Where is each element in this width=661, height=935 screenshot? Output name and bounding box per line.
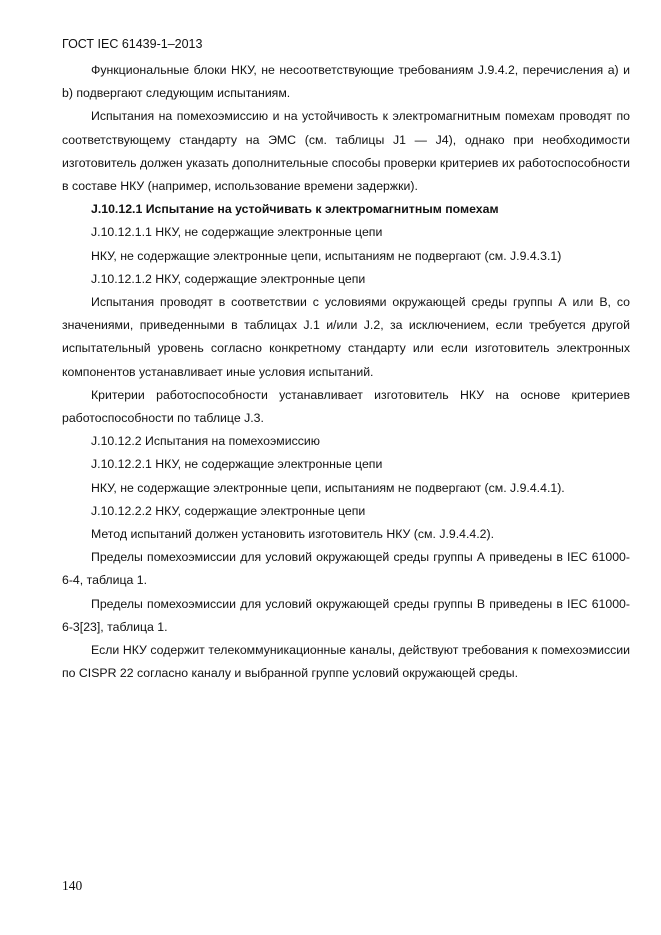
- subsection-heading: J.10.12.1.1 НКУ, не содержащие электронные цепи: [91, 225, 383, 240]
- page-number: 140: [62, 878, 83, 893]
- paragraph: Пределы помехоэмиссии для условий окружающей среды группы А приведены в IEC 61000-6-4, таблица 1.: [62, 550, 630, 588]
- subsection-heading: J.10.12.1.2 НКУ, содержащие электронные цепи: [91, 271, 366, 286]
- subsection-heading: J.10.12.2.1 НКУ, не содержащие электронные цепи: [91, 457, 383, 472]
- paragraph: Функциональные блоки НКУ, не несоответствующие требованиям J.9.4.2, перечисления а) и b) подвергают следующим испытаниям.: [62, 63, 630, 101]
- paragraph: НКУ, не содержащие электронные цепи, испытаниям не подвергают (см. J.9.4.4.1).: [91, 480, 565, 495]
- paragraph: Пределы помехоэмиссии для условий окружающей среды группы В приведены в IEC 61000-6-3[23], таблица 1.: [62, 596, 630, 634]
- subsection-heading: J.10.12.2 Испытания на помехоэмиссию: [91, 434, 320, 449]
- document-header: ГОСТ IEC 61439-1–2013: [62, 37, 203, 51]
- document-body: [62, 59, 630, 685]
- paragraph: НКУ, не содержащие электронные цепи, испытаниям не подвергают (см. J.9.4.3.1): [91, 248, 562, 263]
- paragraph: Метод испытаний должен установить изготовитель НКУ (см. J.9.4.4.2).: [91, 527, 494, 542]
- paragraph: Если НКУ содержит телекоммуникационные каналы, действуют требования к помехоэмиссии по CISPR 22 согласно каналу и выбранной группе условий окружающей среды.: [62, 643, 630, 681]
- paragraph: Испытания на помехоэмиссию и на устойчивость к электромагнитным помехам проводят по соответствующему стандарту на ЭМС (см. таблицы J1 — J4), однако при необходимости изготовитель должен указать дополнительные способы проверки критериев их работоспособности в составе НКУ (например, использование времени задержки).: [62, 109, 630, 194]
- paragraph: Испытания проводят в соответствии с условиями окружающей среды группы А или В, со значениями, приведенными в таблицах J.1 и/или J.2, за исключением, если требуется другой испытательный уровень согласно конкретному стандарту или если изготовитель электронных компонентов устанавливает иные условия испытаний.: [62, 295, 630, 379]
- section-heading: J.10.12.1 Испытание на устойчивать к электромагнитным помехам: [91, 202, 499, 217]
- paragraph: Критерии работоспособности устанавливает изготовитель НКУ на основе критериев работоспособности по таблице J.3.: [62, 387, 630, 426]
- subsection-heading: J.10.12.2.2 НКУ, содержащие электронные цепи: [91, 503, 366, 518]
